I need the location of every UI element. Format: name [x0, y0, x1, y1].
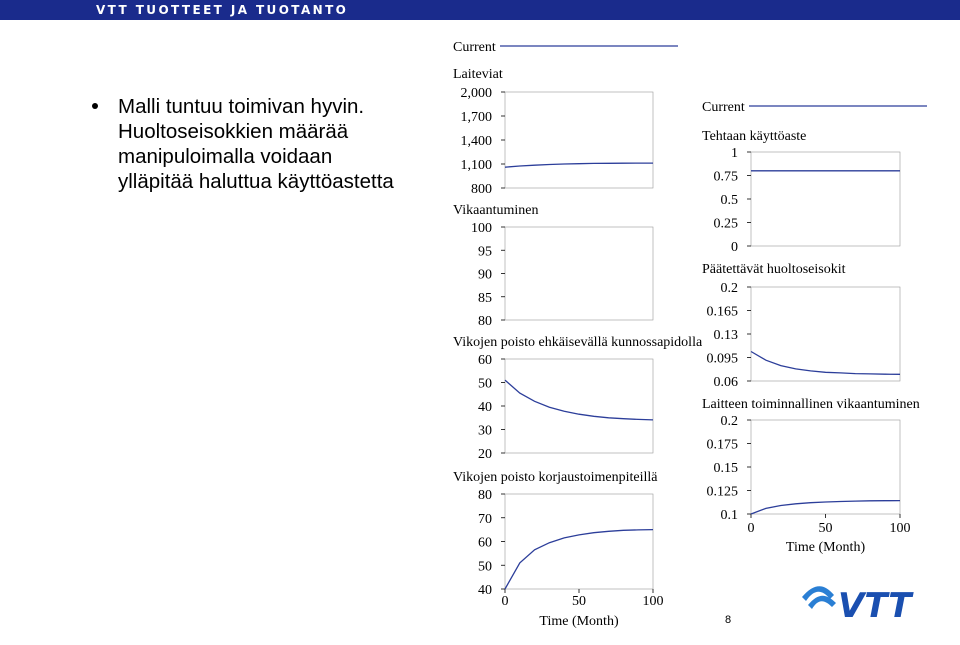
x-axis-label: Time (Month): [785, 540, 866, 555]
y-tick-label: 30: [478, 423, 492, 439]
x-tick-label: 100: [889, 521, 911, 536]
series-line: [751, 501, 900, 514]
x-axis-label: Time (Month): [539, 614, 619, 629]
chart-title: Tehtaan käyttöaste: [702, 129, 807, 144]
bullet-line: Huoltoseisokkien määrää: [118, 120, 349, 143]
y-tick-label: 0.75: [713, 169, 738, 185]
y-tick-label: 0.2: [720, 414, 738, 429]
y-tick-label: 0.095: [706, 351, 738, 367]
plot-frame: [505, 494, 653, 589]
y-tick-label: 800: [471, 182, 492, 197]
y-tick-label: 0.15: [713, 461, 738, 476]
x-tick-label: 100: [642, 594, 664, 609]
x-tick-label: 50: [818, 521, 833, 536]
series-line: [505, 380, 653, 420]
y-tick-label: 60: [478, 535, 492, 551]
y-tick-label: 2,000: [460, 86, 492, 101]
x-tick-label: 50: [572, 594, 586, 609]
vtt-logo-icon: [802, 586, 836, 609]
y-tick-label: 1,400: [460, 134, 492, 149]
y-tick-label: 0.25: [713, 216, 738, 232]
series-line: [505, 530, 653, 589]
y-tick-label: 0.06: [713, 375, 738, 390]
y-tick-label: 20: [478, 447, 492, 462]
chart-title: Vikaantuminen: [453, 203, 539, 218]
y-tick-label: 0.175: [706, 437, 738, 453]
y-tick-label: 40: [478, 583, 492, 598]
y-tick-label: 100: [471, 221, 492, 236]
chart-title: Laiteviat: [453, 67, 503, 82]
series-line: [751, 352, 900, 375]
plot-frame: [751, 287, 900, 381]
plot-frame: [505, 359, 653, 453]
chart-title: Päätettävät huoltoseisokit: [702, 262, 846, 277]
y-tick-label: 1,100: [460, 158, 492, 173]
bullet-line: Malli tuntuu toimivan hyvin.: [118, 95, 365, 118]
page-number: 8: [725, 614, 732, 626]
bullet-line: manipuloimalla voidaan: [118, 145, 333, 168]
plot-frame: [751, 420, 900, 514]
chart-title: Vikojen poisto korjaustoimenpiteillä: [453, 470, 658, 485]
y-tick-label: 0.1: [720, 508, 738, 523]
y-tick-label: 0.13: [713, 328, 738, 343]
y-tick-label: 0.165: [706, 304, 738, 320]
y-tick-label: 0.2: [720, 281, 738, 296]
y-tick-label: 95: [478, 244, 492, 260]
vtt-logo-text: VTT: [838, 586, 912, 625]
plot-frame: [505, 227, 653, 320]
y-tick-label: 80: [478, 488, 492, 503]
chart-title: Vikojen poisto ehkäisevällä kunnossapidolla: [453, 335, 703, 350]
y-tick-label: 85: [478, 290, 492, 306]
series-line: [505, 163, 653, 167]
y-tick-label: 60: [478, 353, 492, 368]
plot-frame: [751, 152, 900, 246]
legend-label: Current: [702, 100, 745, 115]
y-tick-label: 1,700: [460, 110, 492, 125]
y-tick-label: 50: [478, 559, 492, 575]
vtt-logo: [800, 575, 920, 630]
chart-title: Laitteen toiminnallinen vikaantuminen: [702, 397, 920, 412]
y-tick-label: 90: [478, 267, 492, 283]
x-tick-label: 0: [747, 521, 755, 536]
y-tick-label: 40: [478, 400, 492, 415]
y-tick-label: 0.125: [706, 484, 738, 500]
y-tick-label: 80: [478, 314, 492, 329]
x-tick-label: 0: [501, 594, 509, 609]
plot-frame: [505, 92, 653, 188]
y-tick-label: 0.5: [720, 193, 738, 208]
y-tick-label: 50: [478, 376, 492, 392]
y-tick-label: 1: [731, 146, 738, 161]
header-title: VTT TUOTTEET JA TUOTANTO: [96, 3, 349, 17]
legend-label: Current: [453, 40, 496, 55]
y-tick-label: 0: [731, 240, 738, 255]
bullet-line: ylläpitää haluttua käyttöastetta: [118, 170, 394, 193]
y-tick-label: 70: [478, 511, 492, 527]
